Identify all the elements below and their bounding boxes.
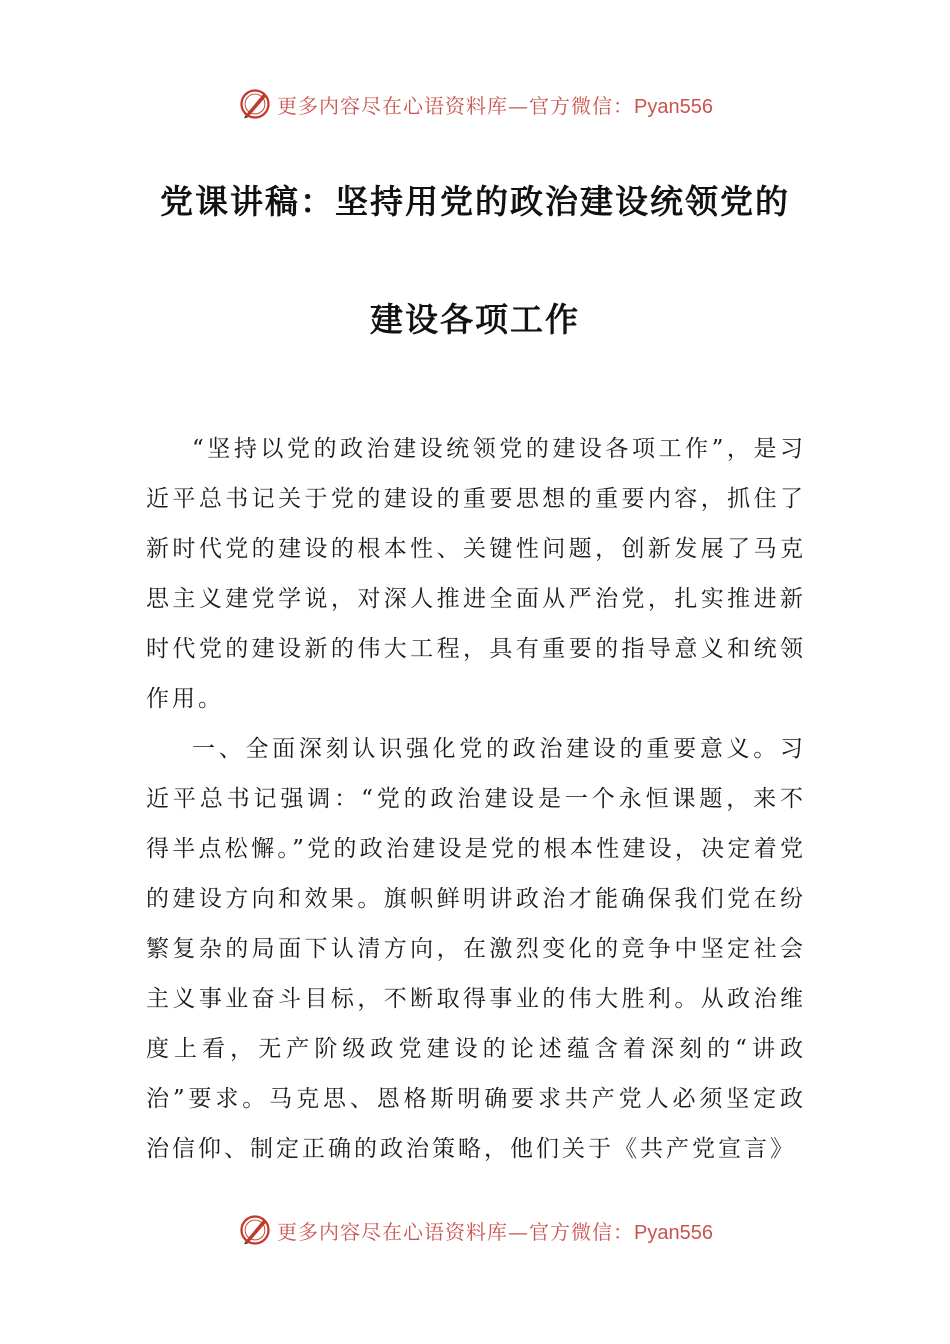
- banner-text: 更多内容尽在心语资料库—官方微信：Pyan556: [277, 1219, 713, 1244]
- header-banner: [0, 82, 950, 126]
- page-title-line-2: 建设各项工作: [370, 300, 580, 339]
- paragraph-intro: “坚持以党的政治建设统领党的建设各项工作”，是习近平总书记关于党的建设的重要思想的重要内容，抓住了新时代党的建设的根本性、关键性问题，创新发展了马克思主义建党学说，对深人推进全面从严治党，扎实推进新时代党的建设新的伟大工程，具有重要的指导意义和统领作用。: [146, 436, 806, 712]
- page-title-line-1: 党课讲稿：坚持用党的政治建设统领党的: [160, 182, 790, 221]
- article-body: [146, 424, 806, 1174]
- paragraph-section-one: 一、全面深刻认识强化党的政治建设的重要意义。习近平总书记强调：“党的政治建设是一个永恒课题，来不得半点松懈。”党的政治建设是党的根本性建设，决定着党的建设方向和效果。旗帜鲜明讲政治才能确保我们党在纷繁复杂的局面下认清方向，在激烈变化的竞争中坚定社会主义事业奋斗目标，不断取得事业的伟大胜利。从政治维度上看，无产阶级政党建设的论述蕴含着深刻的“讲政治”要求。马克思、恩格斯明确要求共产党人必须坚定政治信仰、制定正确的政治策略，他们关于《共产党宣言》: [146, 736, 806, 1162]
- footer-banner: [0, 1208, 950, 1252]
- banner-text: 更多内容尽在心语资料库—官方微信：Pyan556: [277, 93, 713, 118]
- pen-logo-icon: [237, 86, 273, 122]
- pen-logo-icon: [237, 1212, 273, 1248]
